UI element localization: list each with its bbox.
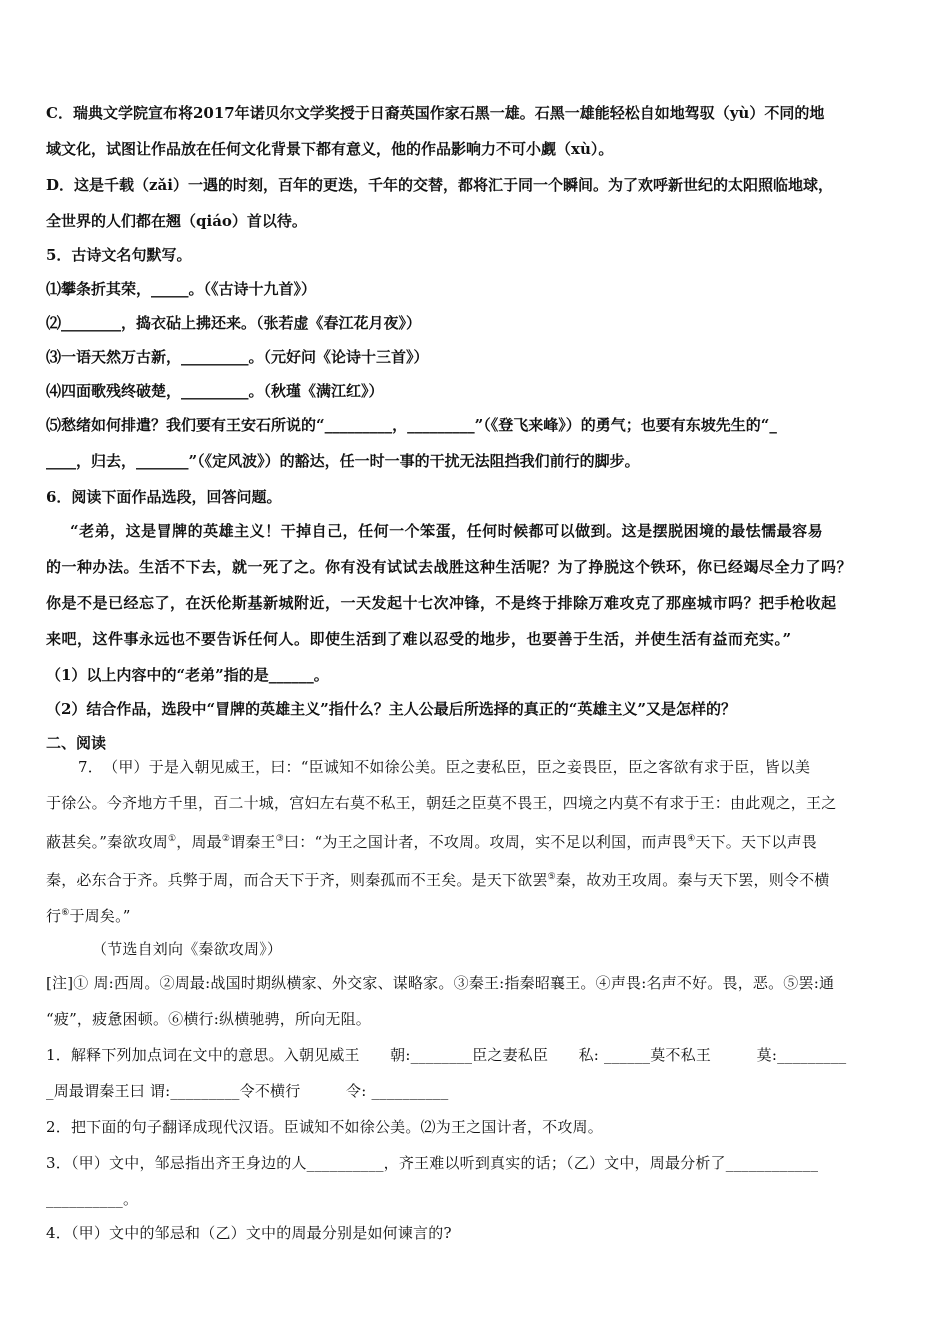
question-5-item-3: ⑶一语天然万古新，_________。（元好问《论诗十三首》） (46, 348, 429, 366)
excerpt-line-1: “老弟，这是冒牌的英雄主义！干掉自己，任何一个笨蛋，任何时候都可以做到。这是摆脱困境的最怯懦最容易 (70, 522, 824, 540)
question-7-3-line-1: 3．（甲）文中，邹忌指出齐王身边的人__________，齐王难以听到真实的话；（乙）文中，周最分析了____________ (46, 1154, 819, 1172)
question-5-item-2: ⑵________，捣衣砧上拂还来。（张若虚《春江花月夜》） (46, 314, 422, 332)
question-7-2: 2．把下面的句子翻译成现代汉语。臣诚知不如徐公美。⑵为王之国计者，不攻周。 (46, 1118, 603, 1136)
question-7-3-line-2: __________。 (46, 1190, 139, 1208)
option-c-line-2: 域文化，试图让作品放在任何文化背景下都有意义，他的作品影响力不可小觑（xù）。 (46, 140, 614, 158)
passage-line-1: 7． （甲）于是入朝见威王，曰：“臣诚知不如徐公美。臣之妻私臣，臣之妾畏臣，臣之客欲有求于臣，皆以美 (78, 758, 811, 776)
note-ref-4: ④ (687, 834, 696, 844)
note-ref-6: ⑥ (61, 908, 70, 918)
excerpt-line-3: 你是不是已经忘了，在沃伦斯基新城附近，一天发起十七次冲锋，不是终于排除万难攻克了那座城市吗？把手枪收起 (46, 594, 837, 612)
note-ref-2: ② (221, 834, 231, 844)
note-ref-5: ⑤ (547, 872, 556, 882)
option-d-line-1: D．这是千载（zǎi）一遇的时刻，百年的更迭，千年的交替，都将汇于同一个瞬间。为了欢呼新世纪的太阳照临地球， (46, 176, 833, 194)
note-ref-1: ① (167, 834, 177, 844)
passage-line-2: 于徐公。今齐地方千里，百二十城，宫妇左右莫不私王，朝廷之臣莫不畏王，四境之内莫不有求于王：由此观之，王之 (46, 794, 837, 812)
excerpt-line-2: 的一种办法。生活不下去，就一死了之。你有没有试试去战胜这种生活呢？为了挣脱这个铁环，你已经竭尽全力了吗？ (46, 558, 853, 576)
question-5-item-5-line-2: ____，归去，_______”（《定风波》）的豁达，任一时一事的干扰无法阻挡我们前行的脚步。 (46, 452, 640, 470)
annotation-line-2: “疲”，疲惫困顿。⑥横行:纵横驰骋，所向无阻。 (46, 1010, 371, 1028)
question-5-item-4: ⑷四面歌残终破楚，_________。（秋瑾《满江红》） (46, 382, 384, 400)
passage-line-3: 蔽甚矣。”秦欲攻周①，周最②谓秦王③曰：“为王之国计者，不攻周。攻周，实不足以利国，而声畏④天下。天下以声畏 (46, 833, 818, 851)
passage-line-4: 秦，必东合于齐。兵弊于周，而合天下于齐，则秦孤而不王矣。是天下欲罢⑤秦，故劝王攻周。秦与天下罢，则令不横 (46, 871, 830, 889)
question-6-title: 6．阅读下面作品选段，回答问题。 (46, 488, 282, 506)
question-7-4: 4．（甲）文中的邹忌和（乙）文中的周最分别是如何谏言的? (46, 1224, 452, 1242)
note-ref-3: ③ (275, 834, 285, 844)
annotation-line-1: [注]① 周:西周。②周最:战国时期纵横家、外交家、谋略家。③秦王:指秦昭襄王。④声畏:名声不好。畏，恶。⑤罢:通 (46, 974, 835, 992)
question-5-title: 5．古诗文名句默写。 (46, 246, 192, 264)
question-5-item-5-line-1: ⑸愁绪如何排遣？我们要有王安石所说的“_________，_________”（《登飞来峰》）的勇气；也要有东坡先生的“_ (46, 416, 777, 434)
question-7-1-line-2: _周最谓秦王曰 谓:_________令不横行 令: __________ (46, 1082, 449, 1100)
option-d-line-2: 全世界的人们都在翘（qiáo）首以待。 (46, 212, 307, 230)
question-6-sub-2: （2）结合作品，选段中“冒牌的英雄主义”指什么？主人公最后所选择的真正的“英雄主义”又是怎样的？ (46, 700, 736, 718)
section-reading-heading: 二、阅读 (46, 734, 107, 752)
passage-line-5: 行⑥于周矣。” (46, 907, 131, 925)
option-c-line-1: C．瑞典文学院宣布将2017年诺贝尔文学奖授于日裔英国作家石黑一雄。石黑一雄能轻松自如地驾驭（yù）不同的地 (46, 104, 825, 122)
question-5-item-1: ⑴攀条折其荣，_____。（《古诗十九首》） (46, 280, 317, 298)
question-7-1-line-1: 1．解释下列加点词在文中的意思。入朝见威王 朝:________臣之妻私臣 私: ______莫不私王 莫:_________ (46, 1046, 847, 1064)
question-6-sub-1: （1）以上内容中的“老弟”指的是______。 (46, 666, 329, 684)
excerpt-line-4: 来吧，这件事永远也不要告诉任何人。即使生活到了难以忍受的地步，也要善于生活，并使生活有益而充实。” (46, 630, 792, 648)
passage-source: （节选自刘向《秦欲攻周》） (92, 940, 283, 958)
